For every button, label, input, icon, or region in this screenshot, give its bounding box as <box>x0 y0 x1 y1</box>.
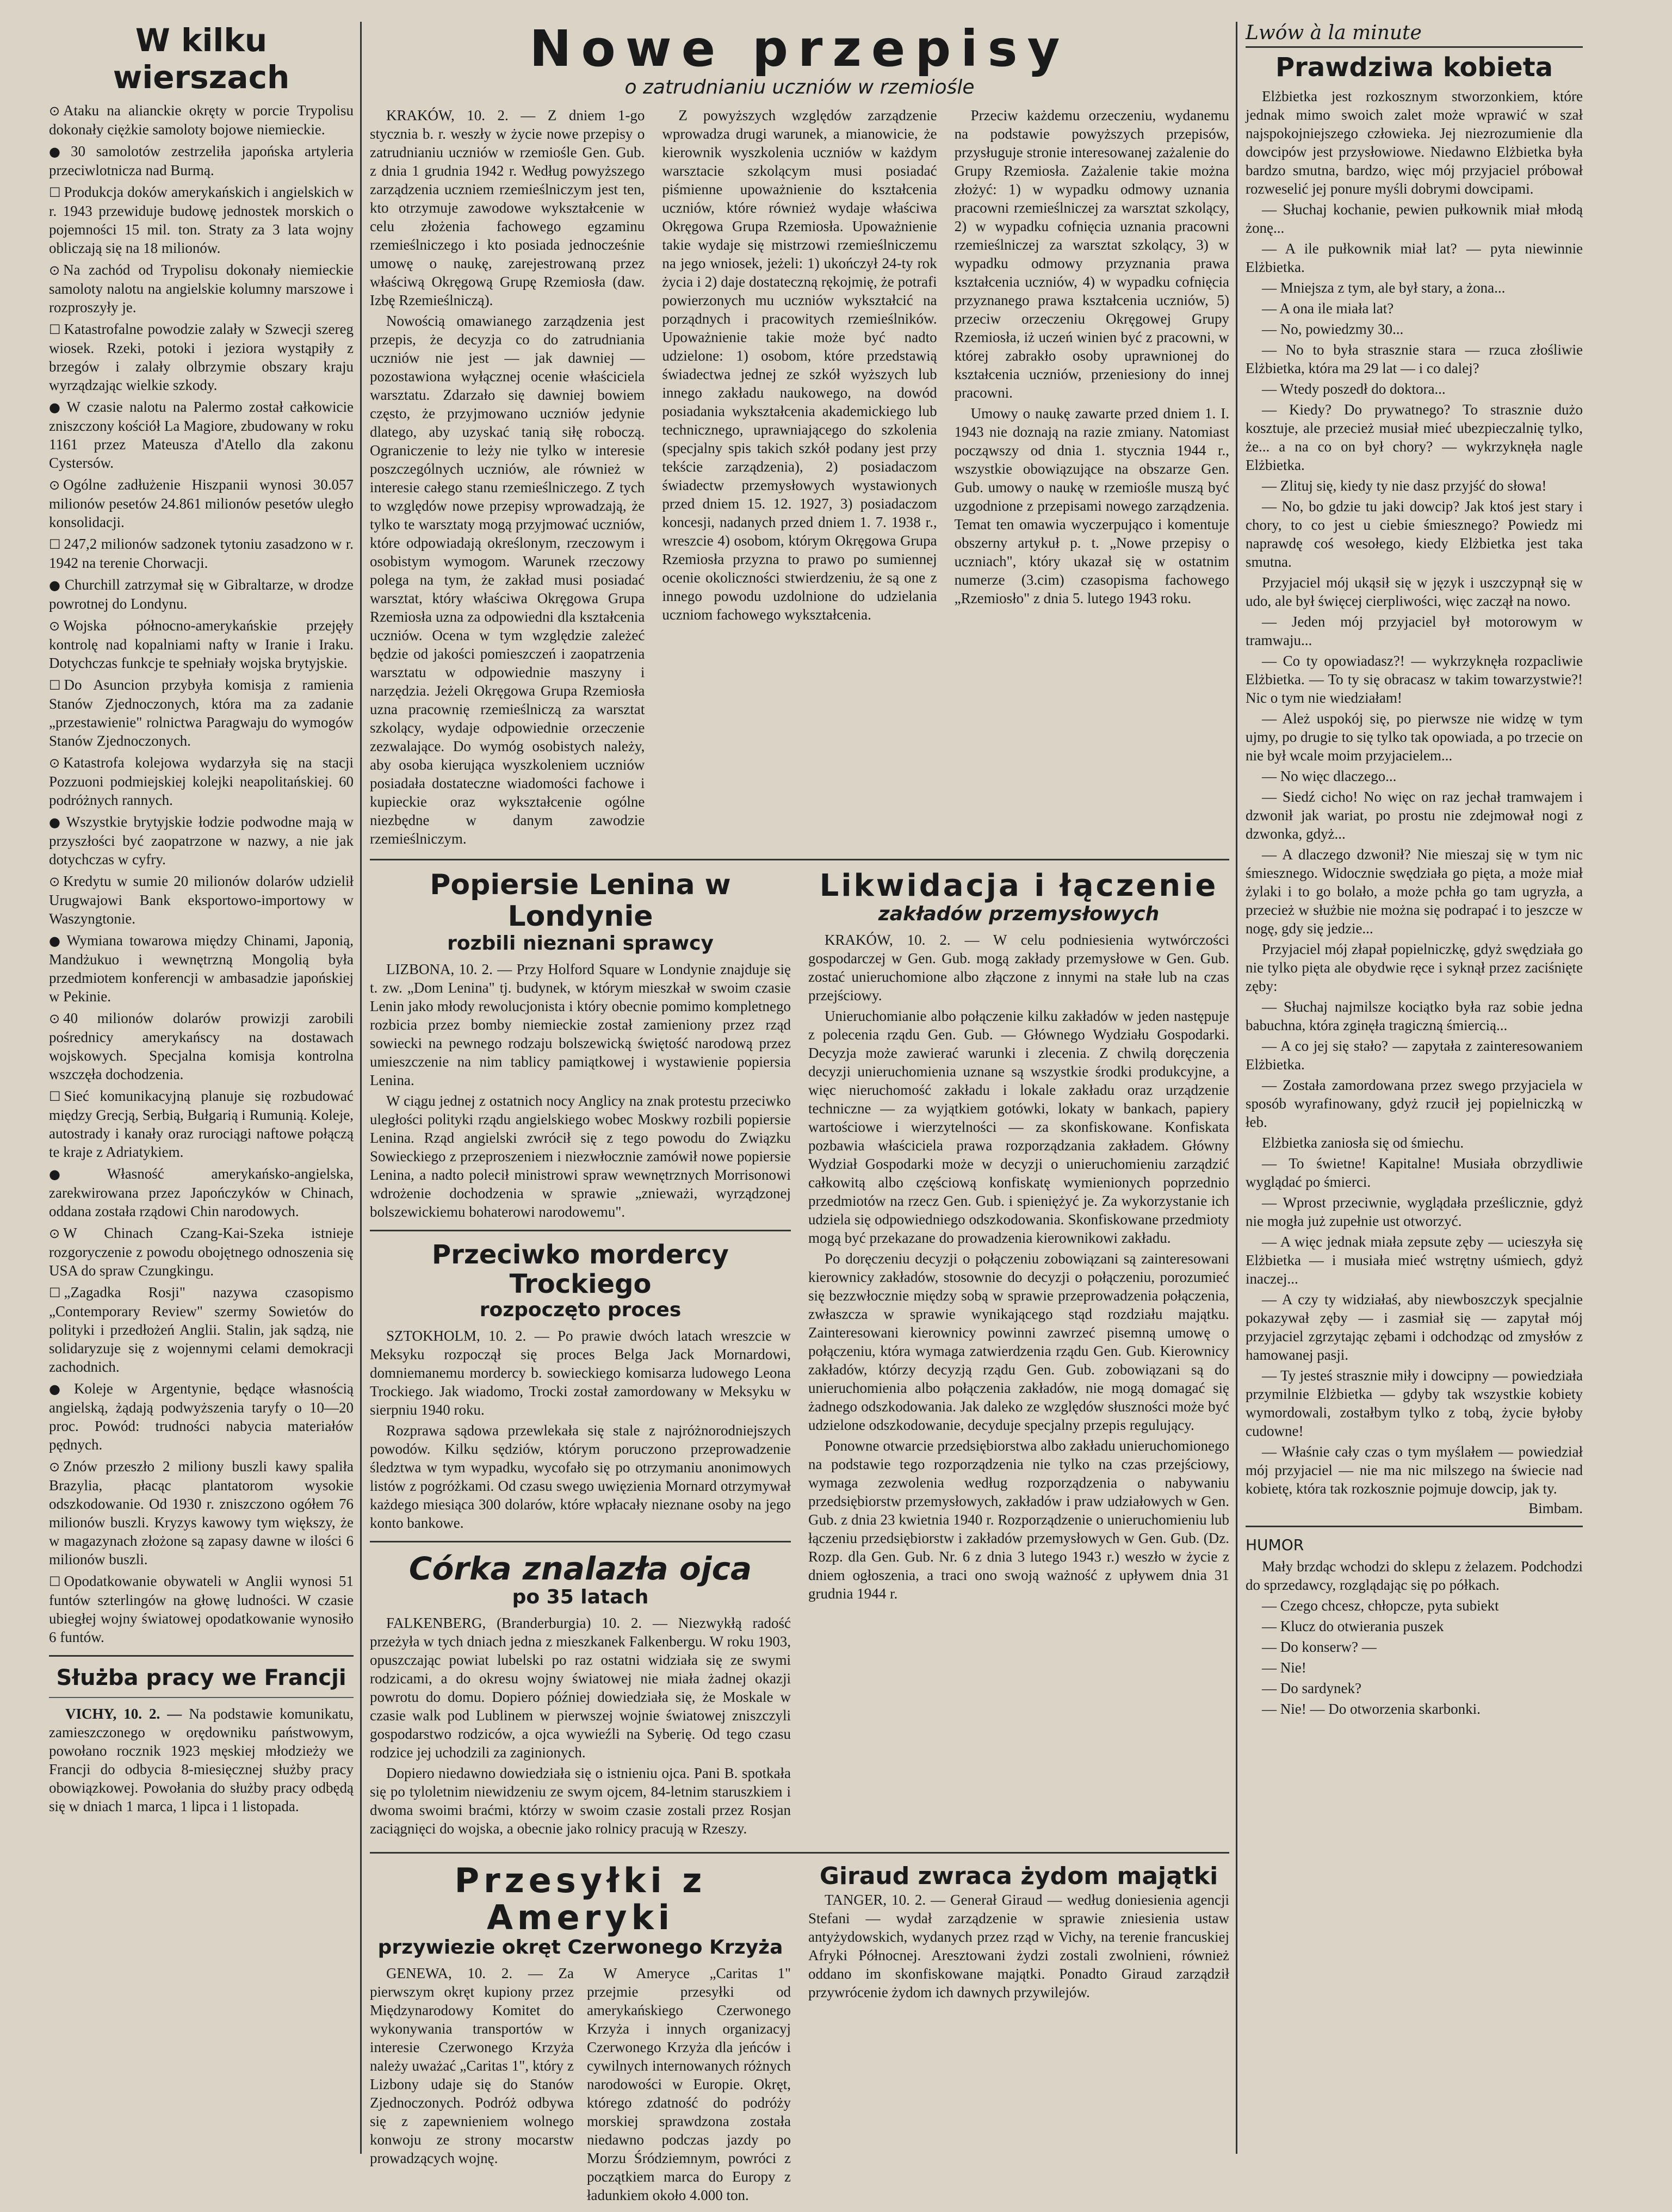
feuilleton-paragraph: — No więc dlaczego... <box>1262 768 1397 784</box>
divider <box>370 1230 791 1231</box>
article-paragraph: Rozprawa sądowa przewlekała się stale z najróżnorodniejszych powodów. Kilku sędziów, którym poruczono przeprowadzenie śledztwa w tym wypadku, wycofało się po otrzymaniu anonimowych listów z pogróżkami. Od czasu swego uwięzienia Mornard otrzymywał każdego miesiąca 300 dolarów, które wpłacały nieznane osoby na jego konto bankowe. <box>370 1422 791 1531</box>
bullet-icon: ⊙ <box>49 874 60 889</box>
article-paragraph: W Ameryce „Caritas 1" przejmie przesyłki od amerykańskiego Czerwonego Krzyża i innych organizacyj Czerwonego Krzyża dla jeńców i cywilnych internowanych różnych narodowości w Europie. Okręt, którego zdatność do podróży morskiej sprawdzona została niedawno podczas jazdy po Morzu Śródziemnym, powróci z początkiem marca do Europy z ładunkiem około 4.000 ton. <box>587 1965 791 2203</box>
article-paragraph: Przeciw każdemu orzeczeniu, wydanemu na podstawie powyższych przepisów, przysługuje stronie interesowanej zażalenie do Grupy Rzemiosła. Zażalenie takie można złożyć: 1) w wypadku odmowy uznania pracowni rzemieślniczej za warsztat szkolący, 2) w wypadku cofnięcia uznania pracowni rzemieślniczej za warsztat szkolący, 3) w wypadku odmowy przyznania prawa kształcenia uczniów, 4) w wypadku cofnięcia przyznanego prawa kształcenia uczniów, 5) przeciw orzeczeniu Okręgowej Grupy Rzemiosła, iż uczeń winien być z pracowni, w której zabrakło osoby uprawnionej do kształcenia uczniów, przeniesiony do innej pracowni. <box>954 107 1229 401</box>
news-brief-text: W czasie nalotu na Palermo został całkowicie zniszczony kościół La Magiore, zbudowany w roku 1161 przez Mateusza d'Atello dla zakonu Cystersów. <box>49 399 354 471</box>
feuilleton-paragraph: Przyjaciel mój ukąsił się w język i uszczypnął się w udo, ale był święcej cierpliwości, więc zaczął na nowo. <box>1246 574 1583 609</box>
article-paragraph: KRAKÓW, 10. 2. — W celu podniesienia wytwórczości gospodarczej w Gen. Gub. mogą zakłady przemysłowe w Gen. Gub. zostać unieruchomione albo złączone z innymi na stałe lub na czas przejściowy. <box>808 932 1229 1003</box>
article-title: Likwidacja i łączenie <box>819 868 1218 903</box>
feuilleton-paragraph: Przyjaciel mój złapał popielniczkę, gdyż swędziała go nie tylko pięta ale obydwie ręce i syknął przez zaciśnięte zęby: <box>1246 941 1583 994</box>
article-paragraph: Unieruchomianie albo połączenie kilku zakładów w jeden następuje z polecenia rządu Gen. Gub. — Głównego Wydziału Gospodarki. Decyzja może zawierać warunki i zlecenia. Z chwilą doręczenia decyzji unieruchomienia uznane są wszystkie środki produkcyjne, a więc nieruchomość zakładu i lokale zakładu oraz urządzenie techniczne — za wyjątkiem gotówki, lokaty w bankach, papiery wartościowe i wierzytelności — za skonfiskowane. Konfiskata pozbawia właściciela prawa rozporządzania zakładem. Główny Wydział Gospodarki może w decyzji o unieruchomieniu zarządzić całkowitą albo częściową konfiskatę wymienionych poprzednio przedmiotów na rzecz Gen. Gub. i spieniężyć je. Za wykorzystanie ich udziela się odpowiedniego odszkodowania. Skonfiskowane przedmioty mogą być przekazane do prowadzenia kierownikowi zakładu. <box>808 1008 1229 1246</box>
bullet-icon: ● <box>49 815 63 830</box>
bullet-icon: ● <box>49 1167 104 1182</box>
sluzba-text: Na podstawie komunikatu, zamieszczonego w orędowniku państwowym, powołano rocznik 1923 męskiej młodzieży we Francji do odbycia 8-miesięcznej służby pracy obowiązkowej. Powołania do służby pracy odbędą się w dniach 1 marca, 1 lipca i 1 listopada. <box>49 1706 354 1814</box>
feuilleton-title: Prawdziwa kobieta <box>1275 52 1553 83</box>
news-brief-item <box>49 616 354 672</box>
feuilleton-paragraph: — Mniejsza z tym, ale był stary, a żona... <box>1262 280 1506 296</box>
humor-paragraph: — Do sardynek? <box>1262 1680 1361 1696</box>
bullet-icon: ☐ <box>49 322 61 337</box>
news-brief-item <box>49 676 354 750</box>
bullet-icon: ⊙ <box>49 755 60 771</box>
bullet-icon: ● <box>49 578 61 593</box>
news-brief-text: Kredytu w sumie 20 milionów dolarów udzielił Urugwajowi Bank eksportowo-importowy w Waszyngtonie. <box>49 873 354 927</box>
article-paragraph: Z powyższych względów zarządzenie wprowadza drugi warunek, a mianowicie, że kierownik wyszkolenia uczniów w każdym warsztacie szkolącym musi posiadać piśmienne upoważnienie do kształcenia uczniów, które również wydaje właściwa Okręgowa Grupa Rzemiosła. Upoważnienie takie wydaje się mistrzowi rzemieślniczemu na jego wniosek, jeżeli: 1) ukończył 24-ty rok życia i 2) daje dostateczną rękojmię, że potrafi powierzonych mu uczniów wykształcić na porządnych i pracowitych rzemieślników. Upoważnienie takie może być nadto udzielone: 1) osobom, które przedstawią świadectwa jednej ze szkół wyższych lub innego zakładu naukowego, na dowód posiadania wykształcenia akademickiego lub technicznego, uprawniającego do szkolenia (specjalny spis takich szkół podany jest przy tekście zarządzenia), 2) posiadaczom świadectw przemysłowych wystawionych przed dniem 15. 12. 1927, 3) posiadaczom koncesji, nadanych przed dniem 1. 7. 1938 r., wreszcie 4) osobom, którym Okręgowa Grupa Rzemiosła przyzna to prawo po sumiennej ocenie okoliczności stwierdzeniu, że są one z innego powodu uzdolnione do udzielania uczniom fachowego wykształcenia. <box>662 107 937 623</box>
news-brief-item <box>49 398 354 472</box>
news-brief-item <box>49 261 354 317</box>
feuilleton-paragraph: — Właśnie cały czas o tym myślałem — powiedział mój przyjaciel — nie ma nic milszego na świecie nad kobietę, która tak rozkosznie pojmuje dowcip, jak ty. <box>1246 1443 1583 1497</box>
sluzba-title: Służba pracy we Francji <box>56 1665 346 1690</box>
news-brief-item <box>49 1379 354 1454</box>
feuilleton-paragraph: — Ależ uspokój się, po pierwsze nie widzę w tym ujmy, po drugie to się tylko tak opowiada, a po trzecie on nie był wcale moim przyjacielem... <box>1246 710 1583 764</box>
article-trocki <box>370 1240 791 1532</box>
article-subtitle: rozbili nieznani sprawcy <box>447 932 714 955</box>
news-brief-text: 247,2 milionów sadzonek tytoniu zasadzono w r. 1942 na terenie Chorwacji. <box>49 536 354 571</box>
feuilleton-paragraph: — Kiedy? Do prywatnego? To strasznie dużo kosztuje, ale przecież musiał mieć ubezpieczalnię tylko, że... a na co on był chory? — wykrzyknęła nagle Elżbietka. <box>1246 401 1583 473</box>
news-brief-item <box>49 475 354 531</box>
feuilleton-paragraph: Elżbietka jest rozkosznym stworzonkiem, które jednak mimo swoich zalet może wprawić w szał najspokojniejszego człowieka. Jej niezrozumienie dla dowcipów jest przysłowiowe. Niedawno Elżbietka była bardzo smutna, bardzo, więc mój przyjaciel próbował rozweselić jej ponure myśli dobrymi dowcipami. <box>1246 88 1583 197</box>
article-subtitle: przywiezie okręt Czerwonego Krzyża <box>377 1936 783 1959</box>
news-briefs-list <box>49 101 354 1646</box>
article-paragraph: KRAKÓW, 10. 2. — Z dniem 1-go stycznia b. r. weszły w życie nowe przepisy o zatrudnianiu uczniów w rzemiośle Gen. Gub. z dnia 1 grudnia 1942 r. Według powyższego zarządzenia uczniem rzemieślniczym jest ten, kto otrzymuje zawodowe wykształcenie w celu złożenia fachowego egzaminu rzemieślniczego i kto posiada jednocześnie umowę o naukę, zarejestrowaną przez właściwą Okręgową Grupę Rzemiosła (daw. Izbę Rzemieślniczą). <box>370 107 645 308</box>
news-brief-text: Znów przeszło 2 miliony buszli kawy spaliła Brazylia, płacąc plantatorom wysokie odszkodowanie. Od 1930 r. zniszczono ogółem 76 milionów buszli. Kryzys kawowy tym większy, że w magazynach złożone są zapasy dawne w ilości 6 milionów buszli. <box>49 1458 354 1567</box>
news-brief-text: W Chinach Czang-Kai-Szeka istnieje rozgoryczenie z powodu obojętnego odnoszenia się USA do spraw Czungkingu. <box>49 1225 354 1279</box>
feuilleton-paragraph: — Siedź cicho! No więc on raz jechał tramwajem i dzwonił jak wariat, po prostu nie zdejmował nogi z dzwonka, gdyż... <box>1246 789 1583 842</box>
bullet-icon: ⊙ <box>49 1459 60 1474</box>
main-articles-column <box>370 22 1229 2212</box>
article-title: Córka znalazła ojca <box>408 1550 752 1587</box>
bullet-icon: ● <box>49 400 64 415</box>
news-brief-text: Katastrofa kolejowa wydarzyła się na stacji Pozzuoni podmiejskiej kolejki neapolitańskiej. 60 podróżnych rannych. <box>49 754 354 808</box>
news-brief-item <box>49 320 354 394</box>
feuilleton-paragraph: — Wprost przeciwnie, wyglądała prześlicznie, gdyż nie mogła już zupełnie ust otworzyć. <box>1246 1194 1583 1229</box>
bullet-icon: ☐ <box>49 1574 61 1589</box>
article-nowe-przepisy <box>370 22 1229 850</box>
news-brief-text: Wymiana towarowa między Chinami, Japonią, Mandżukuo i wewnętrzną Mongolią była przedmiotem konferencji w ambasadzie japońskiej w Pekinie. <box>49 932 354 1005</box>
article-paragraph: GENEWA, 10. 2. — Za pierwszym okręt kupiony przez Międzynarodowy Komitet do wykonywania transportów w interesie Czerwonego Krzyża należy uważać „Caritas 1", który z Lizbony udaje się do Stanów Zjednoczonych. Podróż odbywa się z zapewnieniem wolnego konwoju ze strony mocarstw prowadzących wojnę. <box>370 1965 574 2166</box>
news-brief-text: Na zachód od Trypolisu dokonały niemieckie samoloty nalotu na angielskie kolumny marszowe i rozproszyły je. <box>49 262 354 315</box>
humor-heading: HUMOR <box>1246 1536 1304 1554</box>
bullet-icon: ☐ <box>49 1285 61 1300</box>
article-paragraph: Dopiero niedawno dowiedziała się o istnieniu ojca. Pani B. spotkała się po tyloletnim niewidzeniu ze swym ojcem, 84-letnim staruszkiem i dwoma swoimi braćmi, którzy w swoim czasie zostali przez Rosjan zaciągnięci do wojska, a obecnie jako rolnicy pracują w Rzeszy. <box>370 1765 791 1837</box>
news-brief-item <box>49 1457 354 1569</box>
feuilleton-paragraph: — A więc jednak miała zepsute zęby — ucieszyła się Elżbietka — i musiała mieć wstrętny uśmiech, gdyż inaczej... <box>1246 1234 1583 1287</box>
bullet-icon: ⊙ <box>49 1226 60 1241</box>
feuilleton-paragraph: — Wtedy poszedł do doktora... <box>1262 381 1446 397</box>
news-brief-text: Produkcja doków amerykańskich i angielskich w r. 1943 przewiduje budowę jednostek morskich o pojemności 15 mil. ton. Straty za 3 lata wojny obliczają się na 18 milionów. <box>49 184 354 256</box>
bullet-icon: ● <box>49 933 64 949</box>
news-brief-text: 40 milionów dolarów prowizji zarobili pośrednicy amerykańscy na dostawach wojskowych. Specjalna komisja kontrolna wszczęła dochodzenia. <box>49 1010 354 1082</box>
feuilleton-body <box>1246 87 1583 1498</box>
humor-paragraph: — Nie! <box>1262 1659 1306 1676</box>
feuilleton-paragraph: — No to była strasznie stara — rzuca złośliwie Elżbietka, która ma 29 lat — i co dalej? <box>1246 342 1583 376</box>
news-brief-text: Do Asuncion przybyła komisja z ramienia Stanów Zjednoczonych, która ma za zadanie „przestawienie" rolnictwa Paragwaju do wymogów Stanów Zjednoczonych. <box>49 677 354 749</box>
article-paragraph: TANGER, 10. 2. — Generał Giraud — według doniesienia agencji Stefani — wydał zarządzenie w sprawie zniesienia ustaw antyżydowskich, wydanych przez rząd w Vichy, na terenie francuskiej Afryki Północnej. Aresztowani żydzi zostali zwolnieni, również oddano im skonfiskowane majątki. Ponadto Giraud zarządził przywrócenie żydom ich dawnych przywilejów. <box>808 1892 1229 2000</box>
signature: Bimbam. <box>1528 1500 1583 1516</box>
news-brief-item <box>49 1087 354 1161</box>
feuilleton-paragraph: — A co jej się stało? — zapytała z zainteresowaniem Elżbietka. <box>1246 1038 1583 1073</box>
humor-paragraph: — Do konserw? — <box>1262 1639 1377 1655</box>
news-brief-item <box>49 753 354 809</box>
divider <box>49 1655 354 1657</box>
feuilleton-column <box>1246 22 1583 1720</box>
feuilleton-paragraph: Elżbietka zaniosła się od śmiechu. <box>1262 1135 1464 1151</box>
news-brief-text: Churchill zatrzymał się w Gibraltarze, w drodze powrotnej do Londynu. <box>49 577 354 612</box>
feuilleton-paragraph: — No, bo gdzie tu jaki dowcip? Jak ktoś jest stary i chory, to co jest u ciebie śmiesznego? Powiedz mi naprawdę coś wesołego, kiedy Elżbietka jest taka smutna. <box>1246 498 1583 570</box>
news-brief-item <box>49 813 354 869</box>
news-brief-item <box>49 1224 354 1280</box>
feuilleton-paragraph: — A czy ty widziałaś, aby niewboszczyk specjalnie pokazywał zęby — i zasmiał się — zapytał mój przyjaciel zgrzytając zębami i odchodząc od zmysłów z hamowanej pasji. <box>1246 1291 1583 1363</box>
humor-paragraph: Mały brzdąc wchodzi do sklepu z żelazem. Podchodzi do sprzedawcy, rozglądając się po półkach. <box>1246 1558 1583 1593</box>
article-przesylki <box>370 1862 791 2207</box>
bullet-icon: ☐ <box>49 537 61 552</box>
bullet-icon: ⊙ <box>49 478 60 493</box>
news-brief-text: Ogólne zadłużenie Hiszpanii wynosi 30.057 milionów pesetów 24.861 milionów pesetów uległo konsolidacji. <box>49 476 354 530</box>
article-title: Popiersie Lenina w Londynie <box>430 869 731 933</box>
feuilleton-paragraph: — A ile pułkownik miał lat? — pyta niewinnie Elżbietka. <box>1246 240 1583 275</box>
news-brief-text: Własność amerykańsko-angielska, zarekwirowana przez Japończyków w Chinach, oddana została rządowi Chin narodowych. <box>49 1166 354 1219</box>
divider <box>1246 1526 1583 1527</box>
news-brief-item <box>49 872 354 928</box>
bullet-icon: ☐ <box>49 678 61 693</box>
article-paragraph: Umowy o naukę zawarte przed dniem 1. I. 1943 nie doznają na razie zmiany. Natomiast począwszy od dnia 1. stycznia 1944 r., wszystkie obowiązujące na obszarze Gen. Gub. umowy o naukę w rzemiośle muszą być uzgodnione z przepisami nowego zarządzenia. Temat ten omawia wyczerpująco i komentuje obszerny artykuł p. t. „Nowe przepisy o uczniach", który ukazał się w ostatnim numerze (3.cim) czasopisma fachowego „Rzemiosło" z dnia 5. lutego 1943 roku. <box>954 405 1229 606</box>
news-brief-text: „Zagadka Rosji" nazywa czasopismo „Contemporary Review" szermy Sowietów do polityki i przedłożeń Anglii. Stalin, jak sądzą, nie solidaryzuje się z wojennymi celami demokracji zachodnich. <box>49 1284 354 1375</box>
column-divider-left <box>360 22 362 2154</box>
news-brief-item <box>49 931 354 1006</box>
feuilleton-paragraph: — To świetne! Kapitalne! Musiała obrzydliwie wyglądać po śmierci. <box>1246 1155 1583 1190</box>
bullet-icon: ⊙ <box>49 263 60 278</box>
humor-paragraph: — Czego chcesz, chłopcze, pyta subiekt <box>1262 1597 1499 1614</box>
feuilleton-paragraph: — Jeden mój przyjaciel był motorowym w tramwaju... <box>1246 614 1583 648</box>
news-brief-item <box>49 535 354 572</box>
news-brief-text: Koleje w Argentynie, będące własnością angielską, żądają podwyższenia taryfy o 10—20 proc. Powód: trudności nabycia materiałów pędnych. <box>49 1380 354 1453</box>
article-title: Nowe przepisy <box>529 20 1070 78</box>
article-paragraph: Po doręczeniu decyzji o połączeniu zobowiązani są zainteresowani kierownicy zakładów, stosownie do decyzji o połączeniu, porozumieć się bezzwłocznie między sobą w sprawie przeprowadzenia połączenia, zwłaszcza w sprawie wynikającego stąd rozdziału majątku. Zainteresowani kierownicy powinni zawrzeć pisemną umowę o połączeniu, która wymaga zatwierdzenia rządu Gen. Gub. Kierownicy zakładów, którzy decyzją rządu Gen. Gub. zobowiązani są do unieruchomienia albo połączenia zakładów, nie mogą domagać się żadnego odszkodowania. Jak daleko ze względów słuszności może być udzielone odszkodowanie, decyduje specjalny przepis regulujący. <box>808 1250 1229 1433</box>
news-brief-item <box>49 1283 354 1376</box>
news-brief-item <box>49 183 354 257</box>
article-title: Giraud zwraca żydom majątki <box>819 1862 1218 1890</box>
bullet-icon: ⊙ <box>49 103 60 119</box>
news-brief-text: 30 samolotów zestrzeliła japońska artyleria przeciwlotnicza nad Burmą. <box>49 143 354 178</box>
column-corner-title: Lwów à la minute <box>1246 22 1583 48</box>
divider <box>370 859 1229 860</box>
article-title: Przeciwko mordercy Trockiego <box>432 1240 729 1299</box>
humor-paragraph: — Klucz do otwierania puszek <box>1262 1618 1444 1634</box>
article-subtitle: rozpoczęto proces <box>479 1299 682 1321</box>
article-subtitle: po 35 latach <box>512 1586 649 1608</box>
news-brief-text: Wojska północno-amerykańskie przejęły kontrolę nad kopalniami nafty w Iranie i Iraku. Dotychczas funkcje te spełniały wojska brytyjskie. <box>49 617 354 671</box>
article-paragraph: FALKENBERG, (Branderburgia) 10. 2. — Niezwykłą radość przeżyła w tych dniach jedna z mieszkanek Falkenbergu. W roku 1903, opuszczając powiat lubelski po raz ostatni widziała się ze swymi rodzicami, a do okresu wojny światowej nie miała żadnej okazji powrotu do domu. Dopiero później dowiedziała się, że Moskale w czasie walk pod Lublinem w pierwszej wojnie światowej zniszczyli gospodarstwo rodziców, a ojca wywieźli na Syberię. Od tego czasu rodzice jej uchodzili za zaginionych. <box>370 1615 791 1761</box>
news-brief-text: Wszystkie brytyjskie łodzie podwodne mają w przyszłości być zaopatrzone w nazwy, a nie jak dotychczas w cyfry. <box>49 814 354 868</box>
feuilleton-paragraph: — No, powiedzmy 30... <box>1262 321 1404 337</box>
humor-paragraph: — Nie! — Do otworzenia skarbonki. <box>1262 1701 1481 1717</box>
article-paragraph: Ponowne otwarcie przedsiębiorstwa albo zakładu unieruchomionego na podstawie tego rozporządzenia nie tylko na czas przejściowy, wymaga zezwolenia według rozporządzenia o nabywaniu przedsiębiorstw przemysłowych, zakładów i praw udziałowych w Gen. Gub. z dnia 23 kwietnia 1940 r. Rozporządzenie o unieruchomieniu lub łączeniu przedsiębiorstw i zakładów przemysłowych w Gen. Gub. (Dz. Rozp. dla Gen. Gub. Nr. 6 z dnia 3 lutego 1943 r.) weszło w życie z dniem ogłoszenia, a traci ono swoją ważność z upływem dnia 31 grudnia 1944 r. <box>808 1438 1229 1602</box>
feuilleton-paragraph: — Co ty opowiadasz?! — wykrzyknęła rozpacliwie Elżbietka. — To ty się obracasz w takim towarzystwie?! Nic o tym nie wiedziałam! <box>1246 653 1583 706</box>
bullet-icon: ☐ <box>49 1089 61 1104</box>
divider <box>49 1697 354 1698</box>
article-paragraph: W ciągu jednej z ostatnich nocy Anglicy na znak protestu przeciwko uległości polityki rządu angielskiego wobec Moskwy rozbili popiersie Lenina. Rząd angielski zwrócił się z tego powodu do Związku Sowieckiego z przeproszeniem i niezwłocznie zamówił nowe popiersie Lenina, a nadto polecił ministrowi spraw wewnętrznych Morrisonowi wdrożenie dochodzenia w sprawie „znieważi, wyrządzonej bolszewickiemu bohaterowi narodowemu". <box>370 1093 791 1220</box>
divider <box>370 1541 791 1542</box>
news-brief-text: Katastrofalne powodzie zalały w Szwecji szereg wiosek. Rzeki, potoki i jeziora wystąpiły z brzegów i zalały olbrzymie obszary kraju wyrządzając wielkie szkody. <box>49 321 354 393</box>
news-brief-item <box>49 575 354 613</box>
news-brief-item <box>49 142 354 179</box>
feuilleton-paragraph: — A dlaczego dzwonił? Nie mieszaj się w tym nic śmiesznego. Widocznie swędziała go pięta, a może miał żylaki i to go bolało, a może pchła go tam ugryzła, a przecież w służbie nie można się podrapać i to jeszcze w nogę, gdy się jedzie... <box>1246 846 1583 937</box>
column-divider-right <box>1236 22 1237 2154</box>
news-brief-item <box>49 1164 354 1220</box>
bullet-icon: ● <box>49 144 67 159</box>
feuilleton-paragraph: — Ty jesteś strasznie miły i dowcipny — powiedziała przymilnie Elżbietka — gdyby tak wszystkie kobiety wymordowali, zostałbym tylko z tobą, życie byłoby cudowne! <box>1246 1367 1583 1439</box>
feuilleton-paragraph: — A ona ile miała lat? <box>1262 300 1394 317</box>
bullet-icon: ⊙ <box>49 618 60 634</box>
bullet-icon: ● <box>49 1381 71 1397</box>
news-brief-item <box>49 1009 354 1083</box>
news-brief-item <box>49 101 354 139</box>
feuilleton-paragraph: — Zlituj się, kiedy ty nie dasz przyjść do słowa! <box>1262 478 1547 494</box>
article-title: Przesyłki z Ameryki <box>454 1861 707 1937</box>
feuilleton-paragraph: — Została zamordowana przez swego przyjaciela w sposób wyrafinowany, gdyż rzucił jej popielniczką w łeb. <box>1246 1077 1583 1130</box>
article-likwidacja <box>808 869 1229 1603</box>
article-lenin <box>370 869 791 1221</box>
article-corka <box>370 1551 791 1838</box>
news-briefs-heading: W kilku wierszach <box>113 22 290 96</box>
article-paragraph: LIZBONA, 10. 2. — Przy Holford Square w Londynie znajduje się t. zw. „Dom Lenina" tj. budynek, w którym mieszkał w swoim czasie Lenin jako młody rewolucjonista i który obecnie pomimo kompletnego rozbicia przez bomby niemieckie został zamieniony przez rząd sowiecki na pewnego rodzaju bolszewicką świętość narodową przez umieszczenie na nim tablicy pamiątkowej i wystawienie popiersia Lenina. <box>370 961 791 1088</box>
humor-body <box>1246 1557 1583 1718</box>
news-brief-text: Ataku na alianckie okręty w porcie Trypolisu dokonały ciężkie samoloty bojowe niemieckie. <box>49 102 354 138</box>
article-giraud <box>808 1862 1229 2207</box>
news-briefs-column <box>49 22 354 1818</box>
divider <box>370 1852 1229 1854</box>
bullet-icon: ☐ <box>49 185 61 200</box>
feuilleton-paragraph: — Słuchaj kochanie, pewien pułkownik miał młodą żonę... <box>1246 201 1583 236</box>
news-brief-text: Opodatkowanie obywateli w Anglii wynosi 51 funtów szterlingów na głowę ludności. W czasie ubiegłej wojny światowej opodatkowanie wynosiło 6 funtów. <box>49 1573 354 1645</box>
article-paragraph: Nowością omawianego zarządzenia jest przepis, że decyzja co do zatrudniania uczniów nie jest — jak dawniej — pozostawiona wyłącznej ocenie właściciela warsztatu. Zdarzało się dawniej bowiem często, że przyjmowano uczniów jedynie dlatego, aby uzyskać tanią siłę roboczą. Ograniczenie to leży nie tylko w interesie poszczególnych uczniów, ale również w interesie całego stanu rzemieślniczego. Z tych to względów nowe przepisy wprowadzają, że tylko te warsztaty mogą przyjmować uczniów, które odpowiadają określonym, rzeczowym i osobistym wymogom. Warunek rzeczowy polega na tym, że zakład musi posiadać warsztat, który właściwa Okręgowa Grupa Rzemiosła uzna za odpowiedni dla kształcenia uczniów. Ocena w tym względzie zależeć będzie od jakości pomieszczeń i zaopatrzenia warsztatu w odpowiednie maszyny i narzędzia. Jeżeli Okręgowa Grupa Rzemiosła uzna pracownię rzemieślniczą za warsztat szkolący, wydaje odpowiednie orzeczenie zezwalające. Do wymóg osobistych należy, aby osoba kierująca wyszkoleniem uczniów posiadała dostateczne wiadomości fachowe i kupieckie oraz wykształcenie ogólne niezbędne w danym zawodzie rzemieślniczym. <box>370 313 645 847</box>
news-brief-item <box>49 1572 354 1646</box>
bullet-icon: ⊙ <box>49 1011 60 1026</box>
feuilleton-paragraph: — Słuchaj najmilsze kociątko była raz sobie jedna babuchna, która zginęła tragiczną śmiercią... <box>1246 999 1583 1033</box>
article-paragraph: SZTOKHOLM, 10. 2. — Po prawie dwóch latach wreszcie w Meksyku rozpoczął się proces Belga Jack Mornardowi, domniemanemu mordercy b. sowieckiego komisarza ludowego Leona Trockiego. Jak wiadomo, Trocki został zamordowany w Meksyku w sierpniu 1940 roku. <box>370 1328 791 1418</box>
news-brief-text: Sieć komunikacyjną planuje się rozbudować między Grecją, Serbią, Bułgarią i Rumunią. Koleje, autostrady i kanały oraz rurociągi naftowe połączą te kraje z Adriatykiem. <box>49 1088 354 1160</box>
sluzba-dateline: VICHY, 10. 2. — <box>65 1706 182 1722</box>
article-subtitle: o zatrudnianiu uczniów w rzemiośle <box>624 76 975 98</box>
article-subtitle: zakładów przemysłowych <box>878 903 1160 925</box>
